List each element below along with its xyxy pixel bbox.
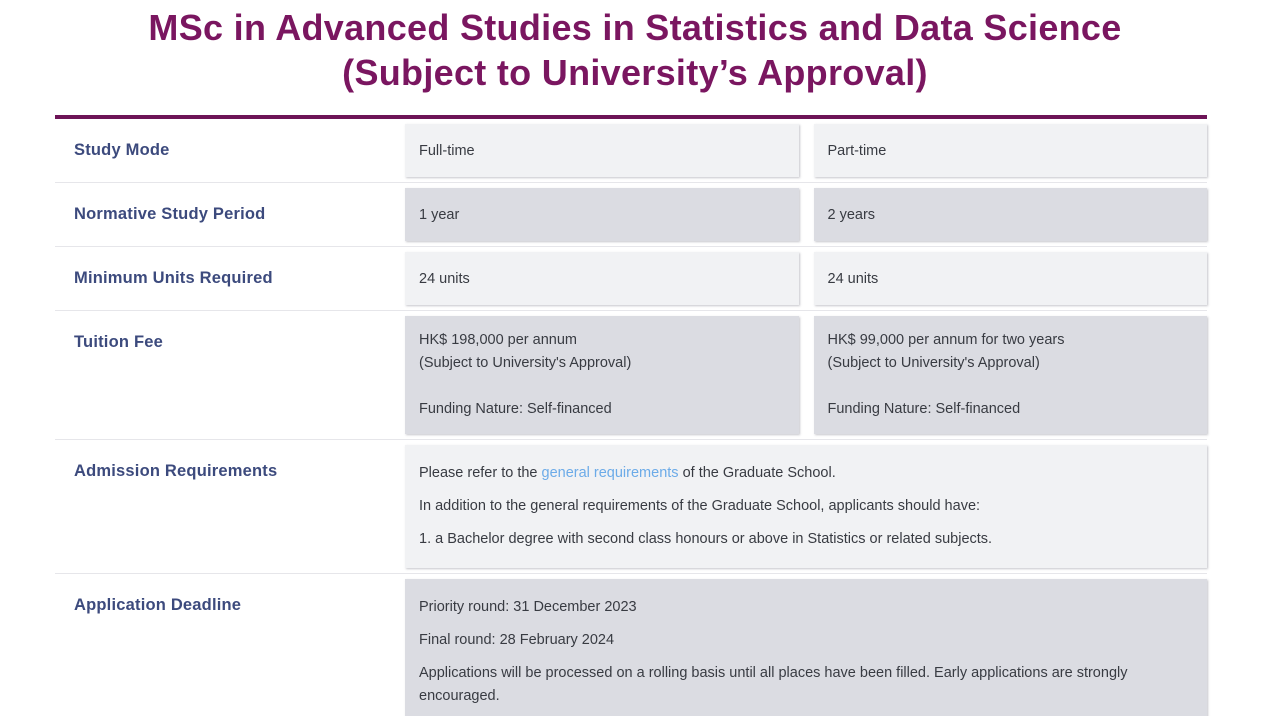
table-row-admission-requirements [55,440,1207,574]
row-label-admission-requirements: Admission Requirements [74,462,278,480]
cell-tuition-parttime [814,316,1208,434]
tuition-fulltime-amount: HK$ 198,000 per annum [419,332,577,348]
tuition-parttime-amount: HK$ 99,000 per annum for two years [827,332,1065,348]
cell-tuition-fulltime [405,316,799,434]
cell-period-parttime: 2 years [814,188,1208,241]
admission-para-addition: In addition to the general requirements of the Graduate School, applicants should have: [419,498,981,514]
row-label-study-mode: Study Mode [74,141,170,159]
deadline-rolling-note: Applications will be processed on a rolling basis until all places have been filled. Early applications are strongly encouraged. [419,665,1128,704]
cell-units-fulltime: 24 units [405,252,799,305]
deadline-final-round: Final round: 28 February 2024 [419,632,615,648]
tuition-parttime-approval-note: (Subject to University's Approval) [827,355,1040,371]
admission-para-bachelor: 1. a Bachelor degree with second class honours or above in Statistics or related subjects. [419,531,993,547]
cell-admission-requirements [405,445,1207,568]
cell-application-deadline [405,579,1207,716]
cell-units-parttime: 24 units [814,252,1208,305]
table-row-normative-study-period [55,183,1207,247]
table-row-minimum-units [55,247,1207,311]
page-title-line2: (Subject to University’s Approval) [342,52,928,93]
row-label-tuition-fee: Tuition Fee [74,333,163,351]
row-label-normative-study-period: Normative Study Period [74,205,266,223]
table-row-study-mode [55,119,1207,183]
table-row-tuition-fee [55,311,1207,440]
page-title [40,5,1230,95]
deadline-priority-round: Priority round: 31 December 2023 [419,599,637,615]
admission-para-general: Please refer to the general requirements of the Graduate School. [419,465,836,481]
cell-study-mode-fulltime: Full-time [405,124,799,177]
general-requirements-link[interactable]: general requirements [541,465,679,481]
tuition-parttime-funding-nature: Funding Nature: Self-financed [827,401,1021,417]
tuition-fulltime-approval-note: (Subject to University's Approval) [419,355,632,371]
tuition-fulltime-funding-nature: Funding Nature: Self-financed [419,401,612,417]
page-title-line1: MSc in Advanced Studies in Statistics and Data Science [148,7,1122,48]
cell-period-fulltime: 1 year [405,188,799,241]
table-row-application-deadline [55,574,1207,716]
row-label-application-deadline: Application Deadline [74,596,242,614]
row-label-minimum-units: Minimum Units Required [74,269,273,287]
program-info-table [55,115,1207,716]
cell-study-mode-parttime: Part-time [814,124,1208,177]
